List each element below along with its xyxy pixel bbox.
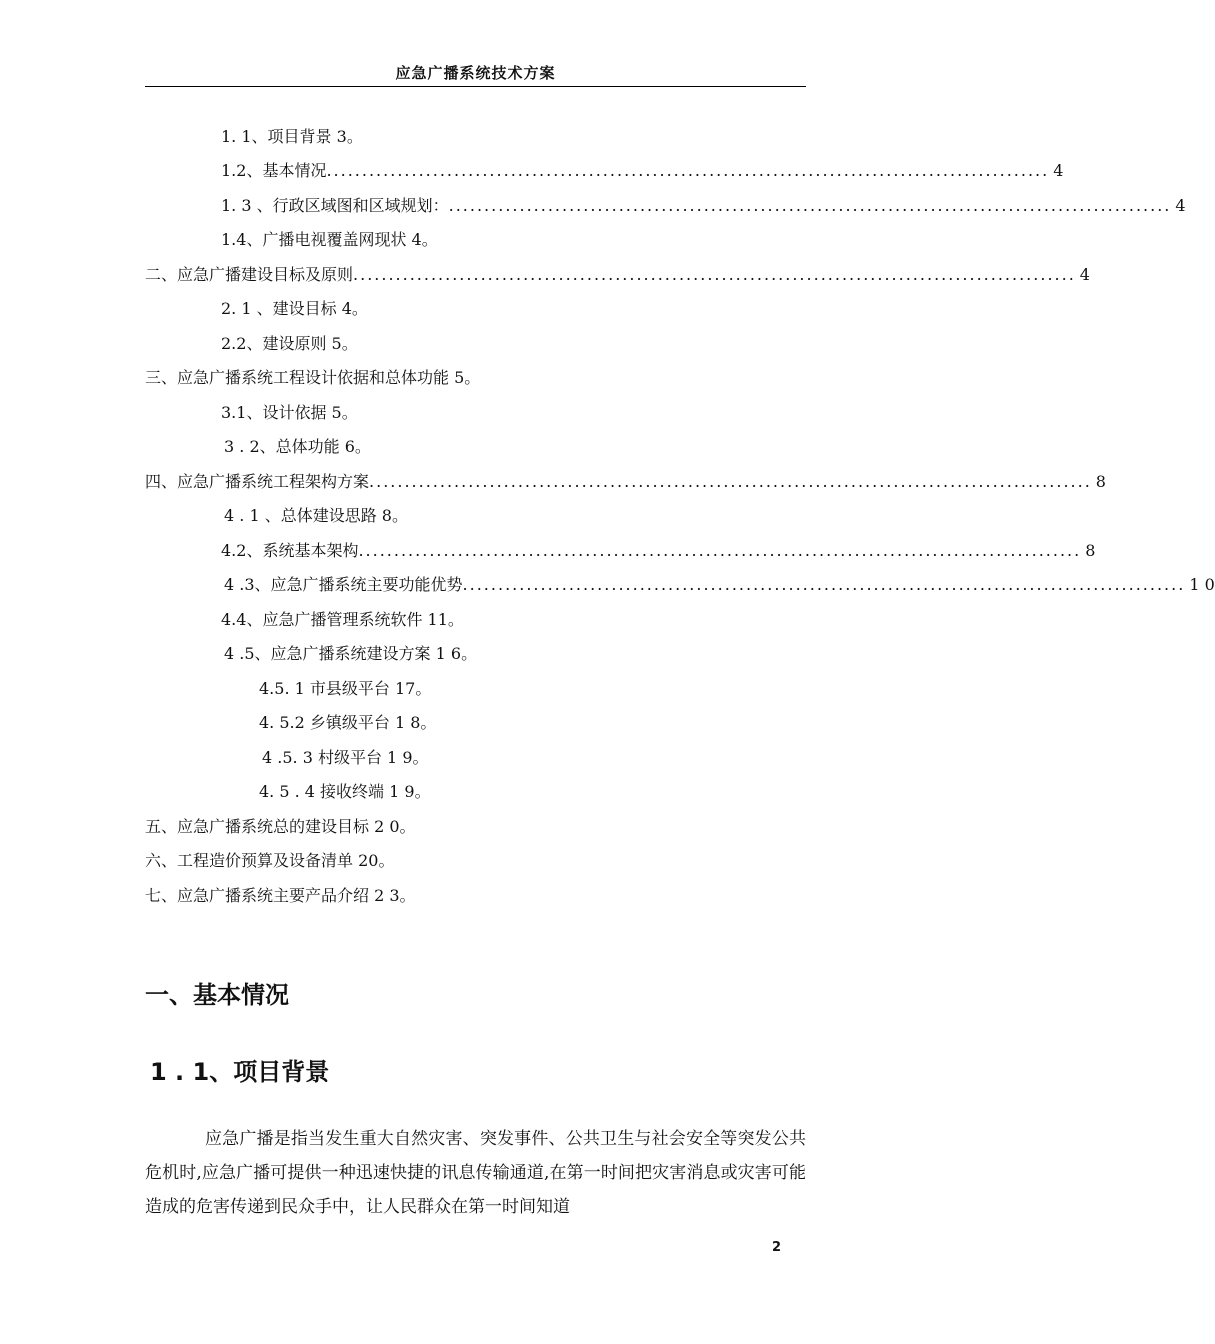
toc-entry-mark: 。 bbox=[341, 334, 358, 353]
toc-entry-page: 4 bbox=[1053, 161, 1064, 180]
toc-entry-text: 二、应急广播建设目标及原则 bbox=[145, 265, 354, 284]
toc-entry-mark: 。 bbox=[341, 403, 358, 422]
toc-entry-page: 8 bbox=[1085, 541, 1096, 560]
page-header-title: 应急广播系统技术方案 bbox=[395, 64, 556, 82]
toc-entry[interactable] bbox=[259, 711, 436, 735]
toc-entry-text: 4.2、系统基本架构 bbox=[221, 541, 359, 560]
toc-entry-text: 3.1、设计依据 5 bbox=[221, 403, 342, 422]
header-rule bbox=[145, 86, 806, 87]
toc-entry[interactable] bbox=[221, 608, 464, 632]
toc-entry-mark: 。 bbox=[412, 748, 429, 767]
toc-entry-text: 4 .5、应急广播系统建设方案 1 6 bbox=[224, 644, 462, 663]
toc-entry-text: 三、应急广播系统工程设计依据和总体功能 5 bbox=[145, 368, 465, 387]
toc-entry[interactable] bbox=[145, 470, 1106, 494]
toc-entry-text: 4.4、应急广播管理系统软件 11 bbox=[221, 610, 448, 629]
toc-leader: ...................................................................................................... bbox=[462, 575, 1186, 594]
toc-entry-mark: 。 bbox=[414, 782, 431, 801]
toc-entry-mark: 。 bbox=[420, 713, 437, 732]
toc-entry[interactable] bbox=[221, 228, 438, 252]
toc-entry-mark: 。 bbox=[399, 817, 416, 836]
toc-entry-page: 1 0 bbox=[1189, 575, 1215, 594]
toc-entry-page: 4 bbox=[1079, 265, 1090, 284]
toc-entry[interactable] bbox=[145, 884, 416, 908]
toc-entry-text: 四、应急广播系统工程架构方案 bbox=[145, 472, 370, 491]
toc-leader: ...................................................................................................... bbox=[448, 196, 1172, 215]
toc-entry-text: 五、应急广播系统总的建设目标 2 0 bbox=[145, 817, 400, 836]
toc-entry-mark: 。 bbox=[378, 851, 395, 870]
toc-entry[interactable] bbox=[221, 401, 358, 425]
body-paragraph: 应急广播是指当发生重大自然灾害、突发事件、公共卫生与社会安全等突发公共危机时,应急广播可提供一种迅速快捷的讯息传输通道,在第一时间把灾害消息或灾害可能造成的危害传递到民众手中，让人民群众在第一时间知道 bbox=[145, 1129, 806, 1217]
toc-entry-mark: 。 bbox=[351, 299, 368, 318]
toc-entry-text: 七、应急广播系统主要产品介绍 2 3 bbox=[145, 886, 400, 905]
toc-entry[interactable] bbox=[221, 159, 1064, 183]
page-number: 2 bbox=[772, 1240, 782, 1255]
toc-entry[interactable] bbox=[224, 504, 408, 528]
toc-entry-text: 1.4、广播电视覆盖网现状 4 bbox=[221, 230, 422, 249]
toc-entry[interactable] bbox=[221, 539, 1096, 563]
toc-entry-text: 1. 1、项目背景 3 bbox=[221, 127, 347, 146]
toc-entry-mark: 。 bbox=[461, 644, 478, 663]
toc-entry[interactable] bbox=[221, 332, 358, 356]
toc-entry-text: 2.2、建设原则 5 bbox=[221, 334, 342, 353]
toc-entry[interactable] bbox=[145, 849, 394, 873]
toc-entry[interactable] bbox=[221, 297, 368, 321]
toc-entry-mark: 。 bbox=[391, 506, 408, 525]
toc-entry[interactable] bbox=[259, 780, 431, 804]
toc-entry-text: 4. 5 . 4 接收终端 1 9 bbox=[259, 782, 415, 801]
toc-entry-text: 1. 3 、行政区域图和区域规划： bbox=[221, 196, 449, 215]
toc-entry-mark: 。 bbox=[399, 886, 416, 905]
toc-entry[interactable] bbox=[145, 815, 416, 839]
toc-entry-text: 4 .5. 3 村级平台 1 9 bbox=[262, 748, 413, 767]
toc-entry[interactable] bbox=[259, 677, 431, 701]
toc-entry-text: 2. 1 、建设目标 4 bbox=[221, 299, 352, 318]
toc-leader: ...................................................................................................... bbox=[326, 161, 1050, 180]
toc-entry-mark: 。 bbox=[354, 437, 371, 456]
toc-entry[interactable] bbox=[145, 263, 1090, 287]
toc-entry-text: 4.5. 1 市县级平台 17 bbox=[259, 679, 416, 698]
toc-entry-mark: 。 bbox=[421, 230, 438, 249]
toc-leader: ...................................................................................................... bbox=[369, 472, 1092, 491]
toc-entry[interactable] bbox=[221, 194, 1186, 218]
toc-entry-text: 1.2、基本情况 bbox=[221, 161, 327, 180]
subsection-heading: 1 . 1、项目背景 bbox=[150, 1058, 330, 1086]
toc-entry[interactable] bbox=[262, 746, 429, 770]
toc-entry-text: 4. 5.2 乡镇级平台 1 8 bbox=[259, 713, 421, 732]
toc-entry-page: 8 bbox=[1095, 472, 1106, 491]
toc-entry[interactable] bbox=[224, 573, 1215, 597]
toc-entry-mark: 。 bbox=[346, 127, 363, 146]
toc-entry-mark: 。 bbox=[447, 610, 464, 629]
toc-entry-mark: 。 bbox=[464, 368, 481, 387]
toc-entry[interactable] bbox=[224, 642, 477, 666]
toc-entry-text: 4 .3、应急广播系统主要功能优势 bbox=[224, 575, 463, 594]
toc-entry-text: 4 . 1 、总体建设思路 8 bbox=[224, 506, 392, 525]
toc-entry-text: 六、工程造价预算及设备清单 20 bbox=[145, 851, 379, 870]
section-heading: 一、基本情况 bbox=[145, 981, 289, 1009]
toc-leader: ...................................................................................................... bbox=[353, 265, 1076, 284]
toc-entry[interactable] bbox=[224, 435, 371, 459]
toc-entry-page: 4 bbox=[1175, 196, 1186, 215]
toc-entry-mark: 。 bbox=[415, 679, 432, 698]
toc-entry[interactable] bbox=[221, 125, 363, 149]
toc-leader: ...................................................................................................... bbox=[358, 541, 1082, 560]
toc-entry-text: 3 . 2、总体功能 6 bbox=[224, 437, 355, 456]
toc-entry[interactable] bbox=[145, 366, 480, 390]
